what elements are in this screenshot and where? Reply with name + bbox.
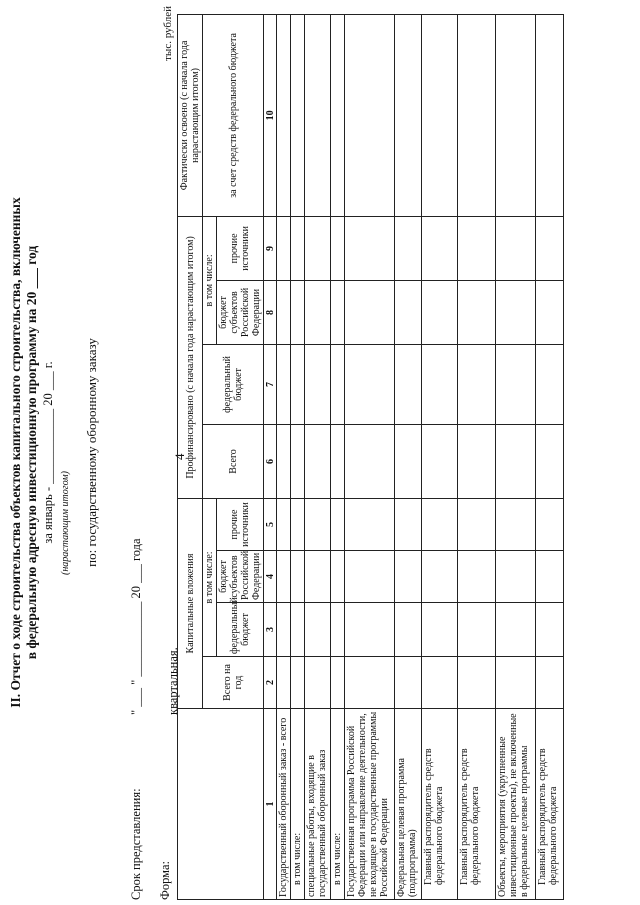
unit-label: тыс. рублей <box>162 6 174 61</box>
header-capital-federal: федеральный бюджет <box>217 603 264 657</box>
header-financed-subjects: бюджет субъектов Российской Федерации <box>217 280 264 344</box>
row-label: Государственный оборонный заказ - всего <box>277 709 291 900</box>
column-number-3: 3 <box>264 603 277 657</box>
table-row <box>305 14 331 899</box>
deadline-label: Срок представления: <box>129 788 143 900</box>
column-number-7: 7 <box>264 344 277 424</box>
column-number-4: 4 <box>264 551 277 603</box>
table-row <box>345 14 395 899</box>
table-row <box>496 14 536 899</box>
header-financed-federal: федеральный бюджет <box>203 344 264 424</box>
header-actual-federal-funds: за счет средств федерального бюджета <box>203 14 264 216</box>
row-label: Государственная программа Российской Федерации или направление деятельности, не входящее в государственные программы Российской Федерации <box>345 709 395 900</box>
header-total-year: Всего на год <box>203 657 264 709</box>
column-number-10: 10 <box>264 14 277 216</box>
report-period-note: (нарастающим итогом) <box>60 470 71 575</box>
table-row <box>458 14 496 899</box>
form-label: Форма: <box>158 860 172 900</box>
header-capital-in-that: в том числе: <box>203 498 217 656</box>
header-capital: Капитальные вложения <box>178 498 203 708</box>
table-row <box>536 14 564 899</box>
row-label: в том числе: <box>331 709 345 900</box>
form-value: квартальная. <box>166 647 180 715</box>
row-label: Главный распорядитель средств федерального бюджета <box>422 709 458 900</box>
header-row-label-empty <box>178 709 264 900</box>
column-number-9: 9 <box>264 216 277 280</box>
report-scope: по: государственному оборонному заказу <box>84 338 99 567</box>
header-financed-other: прочие источники <box>217 216 264 280</box>
column-number-8: 8 <box>264 280 277 344</box>
report-title-line-2: в федеральную адресную инвестиционную программу на 20 ___ год <box>24 245 39 660</box>
table-row <box>395 14 422 899</box>
header-capital-other: прочие источники <box>217 498 264 550</box>
row-label: Объекты, мероприятия (укрупненные инвестиционные проекты), не включенные в федеральные целевые программы <box>496 709 536 900</box>
row-label: Главный распорядитель средств федерального бюджета <box>536 709 564 900</box>
row-label: Главный распорядитель средств федерального бюджета <box>458 709 496 900</box>
header-actual: Фактически освоено (с начала года нарастающим итогом) <box>178 14 203 216</box>
column-number-6: 6 <box>264 424 277 498</box>
column-number-2: 2 <box>264 657 277 709</box>
header-financed: Профинансировано (с начала года нарастающим итогом) <box>178 216 203 498</box>
column-number-1: 1 <box>264 709 277 900</box>
table-row <box>277 14 291 899</box>
row-label: Федеральная целевая программа (подпрограмма) <box>395 709 422 900</box>
row-label: в том числе: <box>291 709 305 900</box>
header-total: Всего <box>203 424 264 498</box>
row-label: специальные работы, входящие в государственный оборонный заказ <box>305 709 331 900</box>
report-table <box>177 14 564 900</box>
report-title-line-1: II. Отчет о ходе строительства объектов капитального строительства, включенных <box>8 197 23 708</box>
table-row <box>422 14 458 899</box>
page-number: 4 <box>172 453 187 460</box>
header-financed-in-that: в том числе: <box>203 216 217 344</box>
deadline-value: " ___ " ____________ 20 ___ года <box>129 538 143 715</box>
header-capital-subjects: бюджет субъектов Российской Федерации <box>217 551 264 603</box>
column-number-5: 5 <box>264 498 277 550</box>
table-row <box>331 14 345 899</box>
table-row <box>291 14 305 899</box>
report-period: за январь - ____________ 20 ___ г. <box>41 361 55 544</box>
